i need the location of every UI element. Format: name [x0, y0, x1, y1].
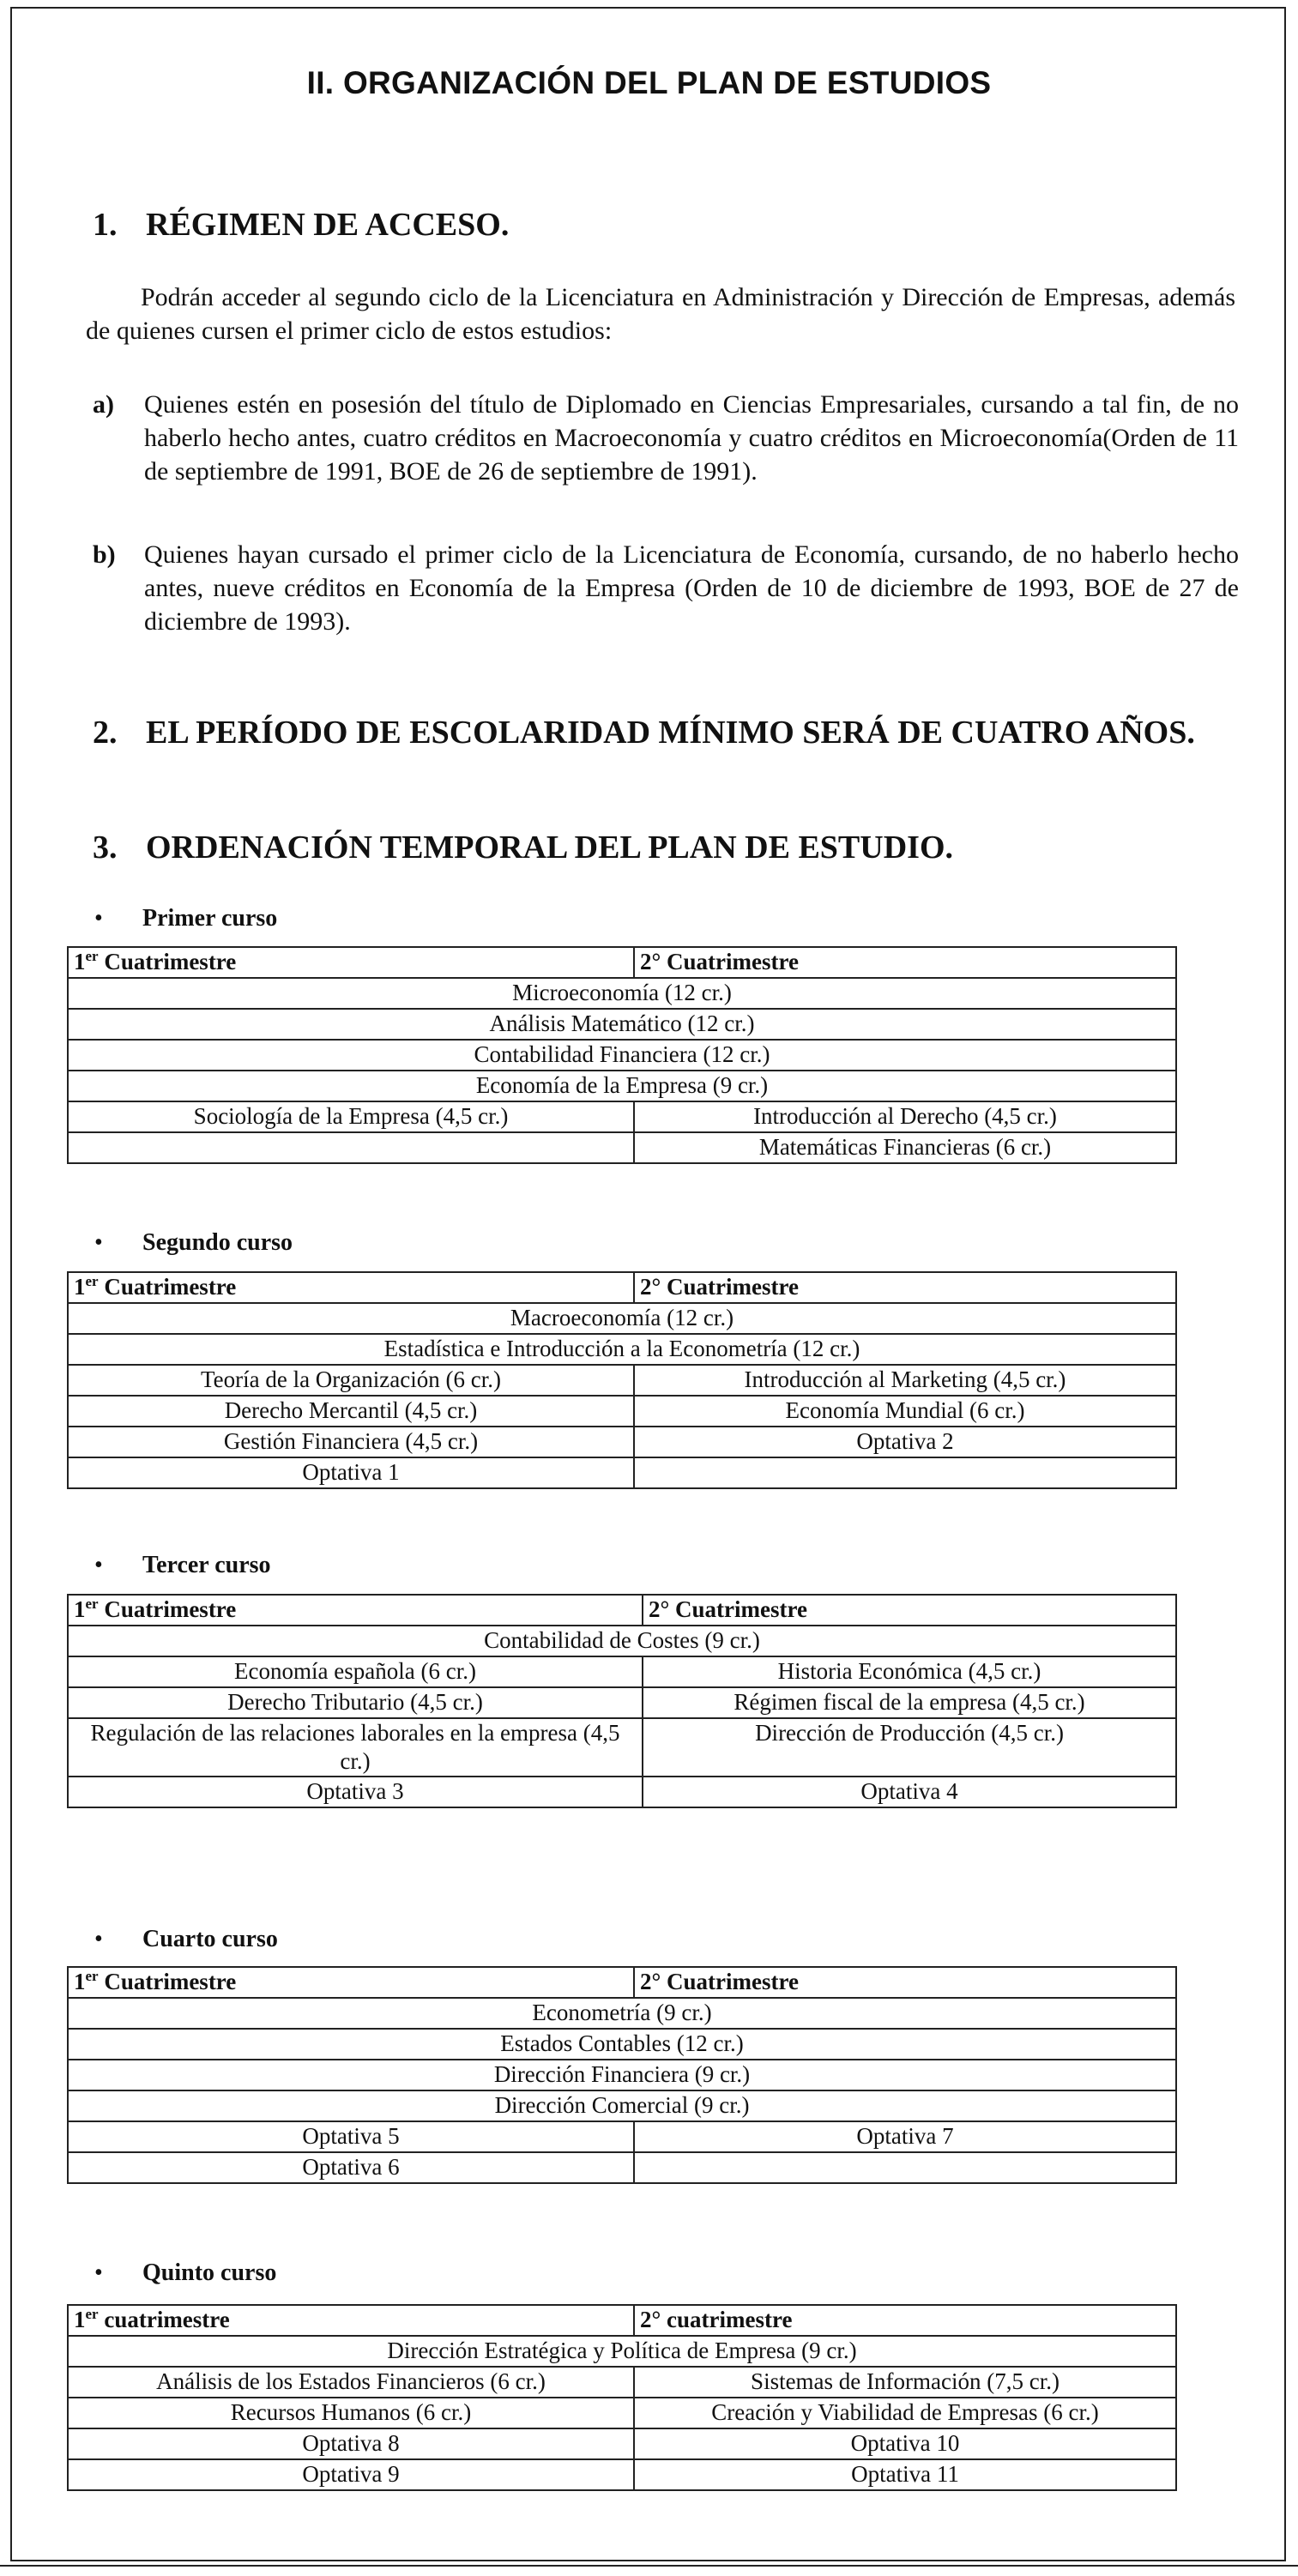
second-term-subject: Dirección de Producción (4,5 cr.)	[643, 1718, 1176, 1777]
second-term-subject	[634, 1457, 1176, 1488]
item-marker: a)	[93, 390, 114, 419]
annual-subject: Contabilidad de Costes (9 cr.)	[68, 1626, 1176, 1656]
header-number: 1	[74, 2307, 86, 2332]
header-number: 1	[74, 1596, 86, 1622]
table-row	[68, 1365, 1176, 1396]
first-term-subject: Optativa 8	[68, 2428, 634, 2459]
course-name: Tercer curso	[142, 1552, 271, 1578]
header-number: 1	[74, 1274, 86, 1300]
header-number: 1	[74, 949, 86, 974]
header-label: cuatrimestre	[98, 2307, 230, 2332]
item-text: Quienes estén en posesión del título de Diplomado en Ciencias Empresariales, cursando a tal fin, de no haberlo hecho antes, cuatro créditos en Macroeconomía y cuatro créditos en Microeconomía(Orden de 11 de septiembre de 1991, BOE de 26 de septiembre de 1991).	[144, 390, 1239, 486]
intro-paragraph	[86, 281, 1235, 347]
header-second-term: 2° Cuatrimestre	[634, 1272, 1176, 1303]
header-superscript: er	[85, 1596, 99, 1612]
second-term-subject: Historia Económica (4,5 cr.)	[643, 1656, 1176, 1687]
bullet-dot: •	[94, 1926, 103, 1952]
table-row	[68, 1396, 1176, 1427]
second-term-subject: Introducción al Marketing (4,5 cr.)	[634, 1365, 1176, 1396]
annual-subject: Análisis Matemático (12 cr.)	[68, 1009, 1176, 1040]
annual-subject: Estados Contables (12 cr.)	[68, 2029, 1176, 2060]
header-first-term	[68, 2305, 634, 2336]
table-row	[68, 1132, 1176, 1163]
course-name: Primer curso	[142, 905, 278, 932]
table-row	[68, 1427, 1176, 1457]
section-2-heading	[93, 714, 1195, 751]
annual-subject: Dirección Comercial (9 cr.)	[68, 2090, 1176, 2121]
header-superscript: er	[85, 1273, 99, 1289]
table-row	[68, 2152, 1176, 2183]
intro-text: Podrán acceder al segundo ciclo de la Licenciatura en Administración y Dirección de Empresas, además de quienes cursen el primer ciclo de estos estudios:	[86, 283, 1235, 345]
table-header-row	[68, 1595, 1176, 1626]
first-term-subject: Gestión Financiera (4,5 cr.)	[68, 1427, 634, 1457]
first-term-subject: Recursos Humanos (6 cr.)	[68, 2398, 634, 2428]
course-table	[67, 946, 1177, 1164]
table-row	[68, 1687, 1176, 1718]
course-name: Segundo curso	[142, 1229, 293, 1256]
first-term-subject: Análisis de los Estados Financieros (6 cr.)	[68, 2367, 634, 2398]
header-second-term: 2° Cuatrimestre	[634, 1967, 1176, 1998]
bullet-dot: •	[94, 905, 103, 932]
first-term-subject: Derecho Tributario (4,5 cr.)	[68, 1687, 643, 1718]
second-term-subject: Optativa 4	[643, 1777, 1176, 1807]
course-table	[67, 1966, 1177, 2184]
course-table	[67, 1271, 1177, 1489]
header-second-term: 2° Cuatrimestre	[643, 1595, 1176, 1626]
table-row	[68, 1040, 1176, 1071]
second-term-subject	[634, 2152, 1176, 2183]
table-row	[68, 1777, 1176, 1807]
second-term-subject: Optativa 11	[634, 2459, 1176, 2490]
course-heading	[94, 2259, 276, 2287]
table-row	[68, 1009, 1176, 1040]
course-table	[67, 1594, 1177, 1808]
annual-subject: Macroeconomía (12 cr.)	[68, 1303, 1176, 1334]
first-term-subject: Optativa 3	[68, 1777, 643, 1807]
access-item-a	[93, 388, 1239, 488]
table-row	[68, 1071, 1176, 1101]
bullet-dot: •	[94, 2259, 103, 2286]
table-row	[68, 2090, 1176, 2121]
first-term-subject: Regulación de las relaciones laborales en la empresa (4,5 cr.)	[68, 1718, 643, 1777]
header-first-term	[68, 947, 634, 978]
header-first-term	[68, 1595, 643, 1626]
annual-subject: Dirección Financiera (9 cr.)	[68, 2060, 1176, 2090]
section-number: 2.	[93, 715, 118, 751]
section-title: RÉGIMEN DE ACCESO.	[146, 207, 510, 243]
table-header-row	[68, 947, 1176, 978]
first-term-subject: Optativa 9	[68, 2459, 634, 2490]
section-number: 1.	[93, 207, 118, 243]
table-row	[68, 2459, 1176, 2490]
table-row	[68, 2398, 1176, 2428]
first-term-subject: Economía española (6 cr.)	[68, 1656, 643, 1687]
table-row	[68, 1303, 1176, 1334]
header-second-term: 2° cuatrimestre	[634, 2305, 1176, 2336]
first-term-subject: Optativa 5	[68, 2121, 634, 2152]
table-header-row	[68, 2305, 1176, 2336]
table-row	[68, 2367, 1176, 2398]
table-row	[68, 1457, 1176, 1488]
header-first-term	[68, 1967, 634, 1998]
table-row	[68, 2121, 1176, 2152]
header-superscript: er	[85, 1968, 99, 1984]
header-number: 1	[74, 1969, 86, 1994]
annual-subject: Microeconomía (12 cr.)	[68, 978, 1176, 1009]
first-term-subject: Teoría de la Organización (6 cr.)	[68, 1365, 634, 1396]
section-title: ORDENACIÓN TEMPORAL DEL PLAN DE ESTUDIO.	[146, 830, 954, 866]
annual-subject: Estadística e Introducción a la Econometría (12 cr.)	[68, 1334, 1176, 1365]
header-first-term	[68, 1272, 634, 1303]
table-row	[68, 978, 1176, 1009]
header-superscript: er	[85, 948, 99, 964]
table-row	[68, 1626, 1176, 1656]
first-term-subject: Optativa 6	[68, 2152, 634, 2183]
item-marker: b)	[93, 540, 116, 569]
table-row	[68, 1718, 1176, 1777]
second-term-subject: Optativa 7	[634, 2121, 1176, 2152]
course-name: Cuarto curso	[142, 1926, 278, 1952]
header-second-term: 2° Cuatrimestre	[634, 947, 1176, 978]
second-term-subject: Economía Mundial (6 cr.)	[634, 1396, 1176, 1427]
course-heading	[94, 1926, 278, 1953]
bullet-dot: •	[94, 1229, 103, 1256]
second-term-subject: Matemáticas Financieras (6 cr.)	[634, 1132, 1176, 1163]
annual-subject: Dirección Estratégica y Política de Empresa (9 cr.)	[68, 2336, 1176, 2367]
second-term-subject: Introducción al Derecho (4,5 cr.)	[634, 1101, 1176, 1132]
header-label: Cuatrimestre	[98, 1596, 237, 1622]
item-text: Quienes hayan cursado el primer ciclo de la Licenciatura de Economía, cursando, de no haberlo hecho antes, nueve créditos en Economía de la Empresa (Orden de 10 de diciembre de 1993, BOE de 27 de diciembre de 1993).	[144, 540, 1239, 636]
header-label: Cuatrimestre	[98, 949, 237, 974]
annual-subject: Economía de la Empresa (9 cr.)	[68, 1071, 1176, 1101]
second-term-subject: Optativa 10	[634, 2428, 1176, 2459]
table-row	[68, 2428, 1176, 2459]
table-row	[68, 1334, 1176, 1365]
table-row	[68, 1998, 1176, 2029]
first-term-subject: Sociología de la Empresa (4,5 cr.)	[68, 1101, 634, 1132]
table-header-row	[68, 1272, 1176, 1303]
header-label: Cuatrimestre	[98, 1274, 237, 1300]
access-item-b	[93, 538, 1239, 638]
table-row	[68, 2060, 1176, 2090]
table-row	[68, 1656, 1176, 1687]
table-row	[68, 1101, 1176, 1132]
course-table	[67, 2304, 1177, 2491]
annual-subject: Contabilidad Financiera (12 cr.)	[68, 1040, 1176, 1071]
table-row	[68, 2336, 1176, 2367]
section-title: EL PERÍODO DE ESCOLARIDAD MÍNIMO SERÁ DE CUATRO AÑOS.	[146, 715, 1195, 751]
bottom-rule	[0, 2565, 1298, 2567]
table-row	[68, 2029, 1176, 2060]
course-heading	[94, 1229, 293, 1257]
annual-subject: Econometría (9 cr.)	[68, 1998, 1176, 2029]
second-term-subject: Creación y Viabilidad de Empresas (6 cr.)	[634, 2398, 1176, 2428]
header-superscript: er	[85, 2306, 99, 2322]
course-name: Quinto curso	[142, 2259, 277, 2286]
course-heading	[94, 905, 277, 932]
section-1-heading	[93, 206, 509, 244]
document-title: II. ORGANIZACIÓN DEL PLAN DE ESTUDIOS	[306, 65, 992, 100]
course-heading	[94, 1552, 271, 1579]
first-term-subject: Derecho Mercantil (4,5 cr.)	[68, 1396, 634, 1427]
header-label: Cuatrimestre	[98, 1969, 237, 1994]
first-term-subject: Optativa 1	[68, 1457, 634, 1488]
bullet-dot: •	[94, 1552, 103, 1578]
table-header-row	[68, 1967, 1176, 1998]
second-term-subject: Régimen fiscal de la empresa (4,5 cr.)	[643, 1687, 1176, 1718]
first-term-subject	[68, 1132, 634, 1163]
section-number: 3.	[93, 830, 118, 866]
second-term-subject: Optativa 2	[634, 1427, 1176, 1457]
section-3-heading	[93, 829, 953, 866]
second-term-subject: Sistemas de Información (7,5 cr.)	[634, 2367, 1176, 2398]
